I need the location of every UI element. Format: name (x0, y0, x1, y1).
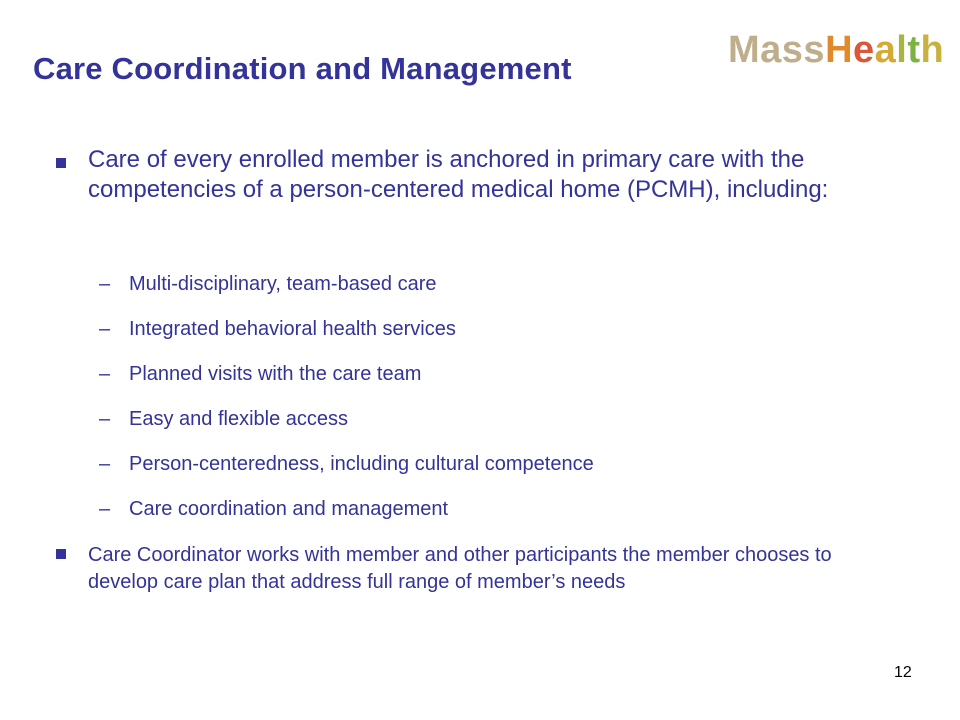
logo-letter: h (920, 29, 945, 71)
list-item-text: Person-centeredness, including cultural competence (129, 453, 594, 475)
dash-marker: – (99, 408, 111, 430)
list-item (99, 452, 594, 497)
bullet-main (56, 145, 901, 205)
square-bullet-icon (56, 549, 66, 559)
list-item (99, 272, 594, 317)
list-item-text: Care coordination and management (129, 498, 449, 520)
bullet-main-text: Care of every enrolled member is anchored in primary care with the competencies of a person-centered medical home (PCMH), including: (88, 146, 829, 203)
logo-letter: t (907, 29, 921, 71)
logo-letter: l (896, 29, 908, 71)
dash-marker: – (99, 453, 111, 475)
dash-marker: – (99, 363, 111, 385)
list-item (99, 497, 594, 542)
dash-marker: – (99, 498, 111, 520)
list-item-text: Planned visits with the care team (129, 363, 422, 385)
square-bullet-icon (56, 158, 66, 168)
list-item-text: Easy and flexible access (129, 408, 349, 430)
logo-letter: H (825, 29, 854, 71)
logo-letter: a (874, 29, 897, 71)
logo-prefix: Mass (728, 29, 826, 71)
slide-title: Care Coordination and Management (33, 51, 572, 86)
logo-letter: e (853, 29, 875, 71)
bullet-second-text: Care Coordinator works with member and other participants the member chooses to develop care plan that address full range of member’s needs (88, 544, 832, 593)
pcmh-competencies-list (99, 272, 594, 542)
dash-marker: – (99, 273, 111, 295)
list-item (99, 362, 594, 407)
bullet-care-coordinator (56, 542, 871, 595)
dash-marker: – (99, 318, 111, 340)
page-number: 12 (894, 664, 912, 681)
list-item (99, 317, 594, 362)
list-item-text: Integrated behavioral health services (129, 318, 456, 340)
masshealth-logo (728, 28, 944, 74)
list-item-text: Multi-disciplinary, team-based care (129, 273, 437, 295)
list-item (99, 407, 594, 452)
